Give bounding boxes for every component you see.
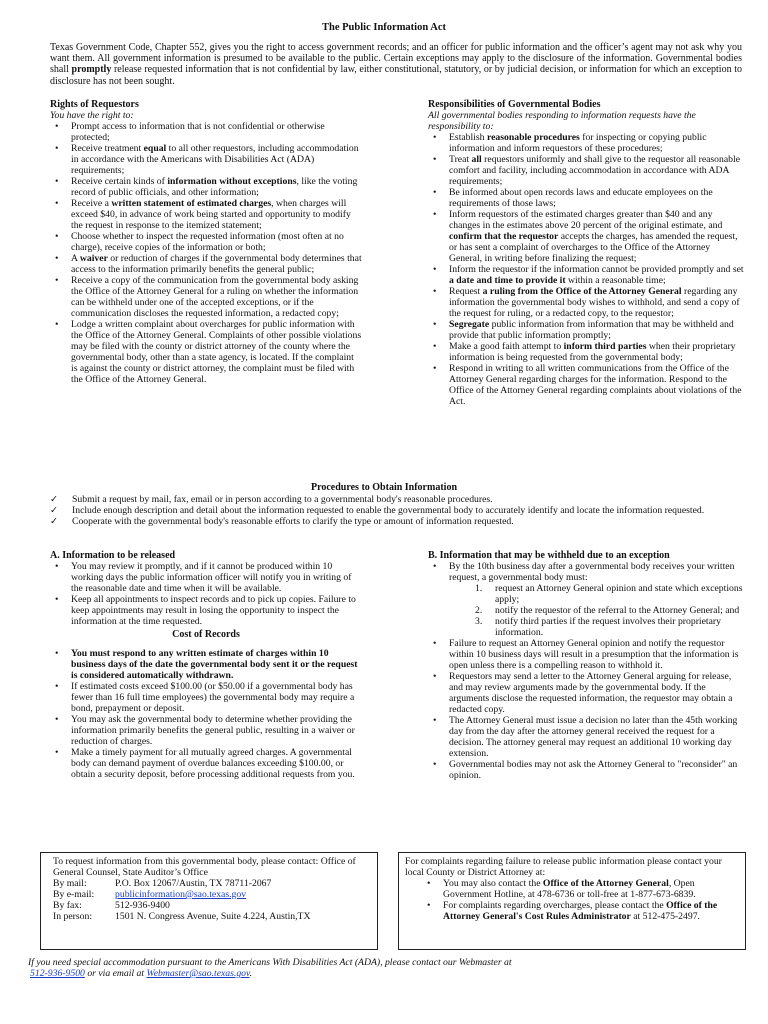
list-item: • Receive a copy of the communication from the governmental body asking the Office of the Attorney General for a ruling on whether the information can be withheld under one of the accepted exceptions, or if the communication discloses the requested information, a redacted copy;	[71, 275, 362, 319]
list-item: • Request a ruling from the Office of the Attorney General regarding any information the governmental body wishes to withhold, and send a copy of the request for ruling, or a redacted copy, to the requestor;	[449, 286, 744, 319]
rights-subheading: You have the right to:	[50, 110, 134, 121]
responsibilities-list	[428, 132, 744, 407]
contact-row: In person: 1501 N. Congress Avenue, Suite 4.224, Austin,TX	[53, 911, 311, 922]
list-item: • Inform the requestor if the information cannot be provided promptly and set a date and time to provide it within a reasonable time;	[449, 264, 744, 286]
intro-text-2: release requested information that is not confidential by law, either constitutional, statutory, or by judicial decision, or information for which an exception to disclosure has not been sought.	[50, 64, 742, 87]
list-item: • Prompt access to information that is not confidential or otherwise protected;	[71, 121, 362, 143]
list-item: • Treat all requestors uniformly and shall give to the requestor all reasonable comfort and facility, including accommodation in accordance with ADA requirements;	[449, 154, 744, 187]
section-a-heading: A. Information to be released	[50, 550, 176, 561]
list-item: • A waiver or reduction of charges if the governmental body determines that access to the information primarily benefits the general public;	[71, 253, 362, 275]
webmaster-email-link[interactable]: Webmaster@sao.texas.gov	[146, 968, 250, 979]
list-item: • Be informed about open records laws and educate employees on the requirements of those laws;	[449, 187, 744, 209]
contact-box	[40, 852, 378, 950]
contact-row: By e-mail: publicinformation@sao.texas.gov	[53, 889, 247, 900]
list-item: ✓ Cooperate with the governmental body's reasonable efforts to clarify the type or amount of information requested.	[50, 516, 514, 527]
list-item: • Keep all appointments to inspect records and to pick up copies. Failure to keep appointments may result in losing the opportunity to inspect the information at the time requested.	[71, 594, 362, 627]
list-item: • Segregate public information from information that may be withheld and provide that public information promptly;	[449, 319, 744, 341]
contact-row: By mail: P.O. Box 12067/Austin, TX 78711-2067	[53, 878, 272, 889]
footer-note: If you need special accommodation pursuant to the Americans With Disabilities Act (ADA), please contact our Webmaster at 512-936-9500 or via email at Webmaster@sao.texas.gov.	[28, 957, 512, 979]
list-item: • You may also contact the Office of the Attorney General, Open Government Hotline, at 478-6736 or toll-free at 1-877-673-6839.	[443, 878, 739, 900]
intro-bold: promptly	[71, 64, 112, 76]
cost-list	[50, 648, 362, 780]
complaint-intro: For complaints regarding failure to release public information please contact your local County or District Attorney at:	[405, 856, 722, 878]
list-item: • You may review it promptly, and if it cannot be produced within 10 working days the public information officer will notify you in writing of the reasonable date and time when it will be available.	[71, 561, 362, 594]
contact-row: By fax: 512-936-9400	[53, 900, 170, 911]
section-a-list	[50, 561, 362, 627]
list-item: • For complaints regarding overcharges, please contact the Office of the Attorney General's Cost Rules Administrator at 512-475-2497.	[443, 900, 739, 922]
list-item: • Inform requestors of the estimated charges greater than $40 and any changes in the estimates above 20 percent of the original estimate, and confirm that the requestor accepts the charges, has amended the request, or has sent a complaint of overcharges to the Office of the Attorney General, in writing before finalizing the request;	[449, 209, 744, 264]
webmaster-phone-link[interactable]: 512-936-9500	[30, 968, 85, 979]
cost-heading: Cost of Records	[172, 629, 240, 640]
list-item: • Receive certain kinds of information without exceptions, like the voting record of public officials, and other information;	[71, 176, 362, 198]
list-item: • Respond in writing to all written communications from the Office of the Attorney General regarding charges for the information. Respond to the Office of the Attorney General regarding complaints about violations of the Act.	[449, 363, 744, 407]
procedures-heading: Procedures to Obtain Information	[310, 482, 457, 493]
numbered-item: 2. notify the requestor of the referral to the Attorney General; and	[475, 605, 740, 616]
complaint-list	[405, 878, 739, 922]
list-item: • Make a timely payment for all mutually agreed charges. A governmental body can demand payment of overdue balances exceeding $100.00, or obtain a security deposit, before processing additional requests from you.	[71, 747, 362, 780]
list-item: • Receive treatment equal to all other requestors, including accommodation in accordance with the Americans with Disabilities Act (ADA) requirements;	[71, 143, 362, 176]
intro-paragraph	[50, 42, 742, 87]
list-item: • Failure to request an Attorney General opinion and notify the requestor within 10 business days will result in a presumption that the information is open unless there is a compelling reason to withhold it.	[449, 638, 744, 671]
list-item: • If estimated costs exceed $100.00 (or $50.00 if a governmental body has fewer than 16 full time employees) the governmental body may require a bond, prepayment or deposit.	[71, 681, 362, 714]
section-a	[50, 550, 362, 780]
section-b	[428, 550, 744, 781]
list-item: • Choose whether to inspect the requested information (most often at no charge), receive copies of the information or both;	[71, 231, 362, 253]
list-item: • Make a good faith attempt to inform third parties when their proprietary information is being requested from the governmental body;	[449, 341, 744, 363]
complaint-box	[398, 852, 746, 950]
list-item: • Governmental bodies may not ask the Attorney General to "reconsider" an opinion.	[449, 759, 744, 781]
list-item: • Requestors may send a letter to the Attorney General arguing for release, and may review arguments made by the governmental body. If the arguments disclose the requested information, the requestor may obtain a redacted copy.	[449, 671, 744, 715]
list-item: • You must respond to any written estimate of charges within 10 business days of the date the governmental body sent it or the request is considered automatically withdrawn.	[71, 648, 362, 681]
rights-section	[50, 99, 362, 385]
responsibilities-subheading: All governmental bodies responding to information requests have the responsibility to:	[428, 110, 696, 132]
list-item: • Receive a written statement of estimated charges, when charges will exceed $40, in advance of work being started and opportunity to modify the request in response to the itemized statement;	[71, 198, 362, 231]
numbered-item: 3. notify third parties if the request involves their proprietary information.	[475, 616, 721, 638]
intro-text-1: Texas Government Code, Chapter 552, gives you the right to access government records; and an officer for public information and the officer’s agent may not ask why you want them. All government information is presumed to be available to the public. Certain exceptions may apply to the disclosure of the information. Governmental bodies shall	[50, 42, 742, 76]
checkmark-icon: ✓	[50, 494, 59, 505]
responsibilities-heading: Responsibilities of Governmental Bodies	[428, 99, 601, 110]
list-item: ✓ Submit a request by mail, fax, email or in person according to a governmental body's reasonable procedures.	[50, 494, 493, 505]
list-item: • The Attorney General must issue a decision no later than the 45th working day from the day after the attorney general received the request for a decision. The attorney general may request an additional 10 working day extension.	[449, 715, 744, 759]
rights-heading: Rights of Requestors	[50, 99, 139, 110]
contact-email-link[interactable]: publicinformation@sao.texas.gov	[115, 889, 247, 900]
responsibilities-section	[428, 99, 744, 407]
section-b-list	[428, 561, 744, 781]
list-item: • By the 10th business day after a governmental body receives your written request, a governmental body must: 1. request an Attorney General opinion and state which exceptions apply; 2. notify the requestor of the referral to the Attorney General; and 3. notify third parties if the request involves their proprietary information.	[449, 561, 744, 638]
numbered-list	[449, 583, 744, 638]
checkmark-icon: ✓	[50, 516, 59, 527]
page-title: The Public Information Act	[322, 22, 446, 33]
rights-list	[50, 121, 362, 385]
list-item: • Establish reasonable procedures for inspecting or copying public information and inform requestors of these procedures;	[449, 132, 744, 154]
procedures-list	[48, 494, 748, 527]
section-b-heading: B. Information that may be withheld due to an exception	[428, 550, 670, 561]
contact-intro: To request information from this governmental body, please contact: Office of General Counsel, State Auditor’s Office	[53, 856, 356, 878]
list-item: • Lodge a written complaint about overcharges for public information with the Office of the Attorney General. Complaints of other possible violations may be filed with the county or district attorney of the county where the governmental body, other than a state agency, is located. If the complaint is against the county or district attorney, the complaint must be filed with the Office of the Attorney General.	[71, 319, 362, 385]
checkmark-icon: ✓	[50, 505, 59, 516]
list-item: • You may ask the governmental body to determine whether providing the information primarily benefits the general public, resulting in a waiver or reduction of charges.	[71, 714, 362, 747]
list-item: ✓ Include enough description and detail about the information requested to enable the governmental body to accurately identify and locate the information requested.	[50, 505, 705, 516]
numbered-item: 1. request an Attorney General opinion and state which exceptions apply;	[475, 583, 743, 605]
